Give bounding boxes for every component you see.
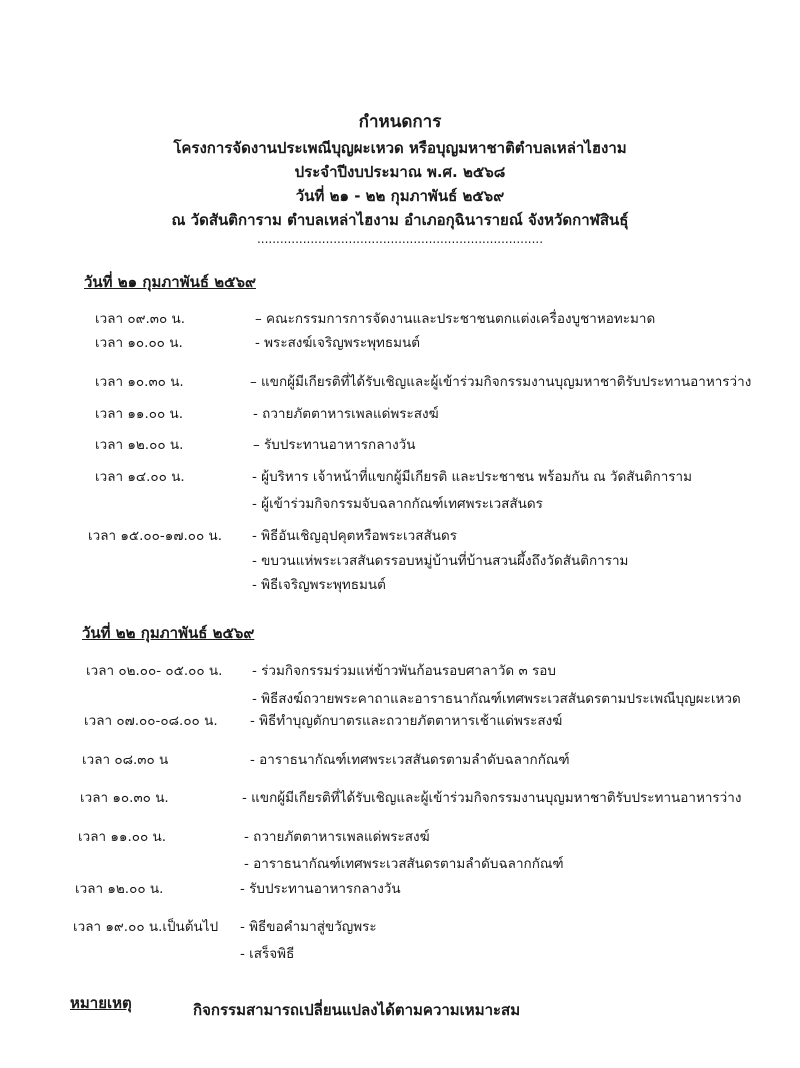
day2-time-7: เวลา ๑๙.๐๐ น.เป็นต้นไป bbox=[73, 919, 219, 935]
day1-item-7a: - พิธีอันเชิญอุปคุตหรือพระเวสสันดร bbox=[252, 528, 457, 544]
day2-item-5a: - ถวายภัตตาหารเพลแด่พระสงฆ์ bbox=[244, 829, 430, 845]
day1-item-7b: - ขบวนแห่พระเวสสันดรรอบหมู่บ้านที่บ้านสวนผึ้งถึงวัดสันติการาม bbox=[252, 553, 629, 569]
day1-time-1: เวลา ๐๙.๓๐ น. bbox=[95, 311, 186, 327]
day1-item-5a: – รับประทานอาหารกลางวัน bbox=[253, 437, 416, 453]
day2-time-6: เวลา ๑๒.๐๐ น. bbox=[75, 881, 164, 897]
day2-time-3: เวลา ๐๘.๓๐ น bbox=[82, 752, 169, 768]
day1-item-6b: - ผู้เข้าร่วมกิจกรรมจับฉลากกัณฑ์เทศพระเวสสันดร bbox=[252, 496, 543, 512]
day2-time-4: เวลา ๑๐.๓๐ น. bbox=[80, 790, 169, 806]
day1-time-4: เวลา ๑๑.๐๐ น. bbox=[95, 406, 184, 422]
day2-time-5: เวลา ๑๑.๐๐ น. bbox=[78, 829, 167, 845]
day2-time-1: เวลา ๐๒.๐๐- ๐๕.๐๐ น. bbox=[86, 663, 223, 679]
day1-item-2a: - พระสงฆ์เจริญพระพุทธมนต์ bbox=[255, 335, 421, 351]
day2-item-7b: - เสร็จพิธี bbox=[240, 946, 295, 962]
document-title: กำหนดการ bbox=[358, 112, 442, 132]
day1-heading: วันที่ ๒๑ กุมภาพันธ์ ๒๕๖๙ bbox=[84, 273, 256, 291]
day2-item-7a: - พิธีขอคำมาสู่ขวัญพระ bbox=[240, 919, 377, 935]
day1-time-2: เวลา ๑๐.๐๐ น. bbox=[95, 335, 183, 351]
dotted-divider: ........................................................................... bbox=[256, 232, 544, 246]
event-venue: ณ วัดสันติการาม ตำบลเหล่าไฮงาม อำเภอกุฉินารายณ์ จังหวัดกาฬสินธุ์ bbox=[171, 211, 629, 229]
day1-time-6: เวลา ๑๔.๐๐ น. bbox=[95, 469, 185, 485]
day1-time-3: เวลา ๑๐.๓๐ น. bbox=[95, 374, 184, 390]
day2-item-6a: - รับประทานอาหารกลางวัน bbox=[240, 881, 401, 897]
day1-item-3a: – แขกผู้มีเกียรติที่ได้รับเชิญและผู้เข้าร่วมกิจกรรมงานบุญมหาชาติรับประทานอาหารว่าง bbox=[250, 374, 752, 390]
event-dates: วันที่ ๒๑ - ๒๒ กุมภาพันธ์ ๒๕๖๙ bbox=[295, 187, 505, 205]
day2-heading: วันที่ ๒๒ กุมภาพันธ์ ๒๕๖๙ bbox=[82, 624, 255, 642]
day2-item-2a: - พิธีทำบุญตักบาตรและถวายภัตตาหารเช้าแด่พระสงฆ์ bbox=[250, 713, 563, 729]
day1-item-6a: - ผู้บริหาร เจ้าหน้าที่แขกผู้มีเกียรติ และประชาชน พร้อมกัน ณ วัดสันติการาม bbox=[252, 469, 693, 485]
project-name: โครงการจัดงานประเพณีบุญผะเหวด หรือบุญมหาชาติตำบลเหล่าไฮงาม bbox=[173, 139, 627, 157]
fiscal-year: ประจำปีงบประมาณ พ.ศ. ๒๕๖๘ bbox=[294, 163, 506, 181]
day2-item-3a: - อาราธนากัณฑ์เทศพระเวสสันดรตามลำดับฉลากกัณฑ์ bbox=[250, 752, 570, 768]
day2-time-2: เวลา ๐๗.๐๐-๐๘.๐๐ น. bbox=[84, 713, 218, 729]
day1-item-1a: – คณะกรรมการการจัดงานและประชาชนตกแต่งเครื่องบูชาหอทะมาด bbox=[255, 311, 656, 327]
day2-item-1b: - พิธีสงฆ์ถวายพระคาถาและอาราธนากัณฑ์เทศพระเวสสันดรตามประเพณีบุญผะเหวด bbox=[252, 691, 741, 707]
day1-time-7: เวลา ๑๕.๐๐-๑๗.๐๐ น. bbox=[88, 528, 223, 544]
day2-item-5b: - อาราธนากัณฑ์เทศพระเวสสันดรตามลำดับฉลากกัณฑ์ bbox=[244, 856, 564, 872]
note-text: กิจกรรมสามารถเปลี่ยนแปลงได้ตามความเหมาะสม bbox=[193, 1001, 521, 1019]
document-header bbox=[0, 108, 800, 246]
day1-item-4a: - ถวายภัตตาหารเพลแด่พระสงฆ์ bbox=[253, 406, 439, 422]
note-label: หมายเหตุ bbox=[70, 994, 132, 1012]
day2-item-1a: - ร่วมกิจกรรมร่วมแห่ข้าวพันก้อนรอบศาลาวัด ๓ รอบ bbox=[252, 663, 556, 679]
day1-time-5: เวลา ๑๒.๐๐ น. bbox=[95, 437, 184, 453]
day2-item-4a: - แขกผู้มีเกียรติที่ได้รับเชิญและผู้เข้าร่วมกิจกรรมงานบุญมหาชาติรับประทานอาหารว่าง bbox=[242, 790, 742, 806]
day1-item-7c: - พิธีเจริญพระพุทธมนต์ bbox=[252, 577, 386, 593]
